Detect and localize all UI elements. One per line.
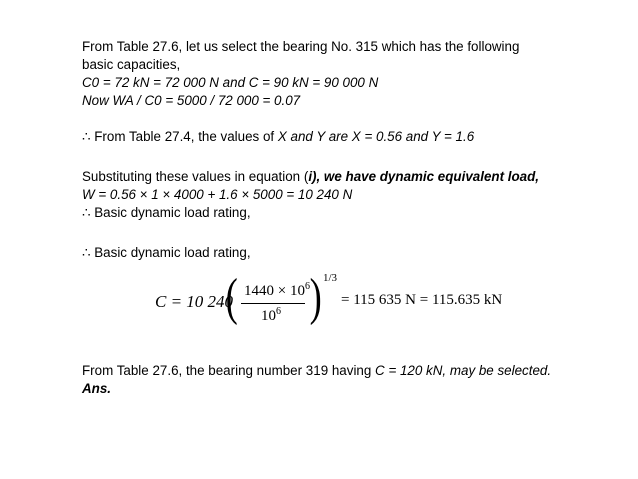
formula-rhs: = 115 635 N = 115.635 kN	[341, 292, 503, 308]
paragraph-xy-values	[82, 128, 474, 146]
capacities-line: C0 = 72 kN = 72 000 N and C = 90 kN = 90 000 N	[82, 75, 379, 90]
equivalent-load-line: W = 0.56 × 1 × 4000 + 1.6 × 5000 = 10 240 N	[82, 187, 353, 202]
text-line: ∴ Basic dynamic load rating,	[82, 245, 251, 260]
formula-left-paren: (	[225, 269, 238, 326]
conclusion-italic: C = 120 kN, may be selected.	[375, 363, 552, 378]
xy-values: X and Y are X = 0.56 and Y = 1.6	[277, 129, 475, 144]
formula-denominator	[261, 306, 281, 325]
fraction-bar	[241, 303, 305, 304]
formula-right-paren: )	[309, 269, 322, 326]
substitution-plain: Substituting these values in equation (	[82, 169, 309, 184]
conclusion-plain: From Table 27.6, the bearing number 319 having	[82, 363, 376, 378]
paragraph-conclusion	[82, 362, 551, 398]
paragraph-substitution	[82, 168, 539, 222]
load-rating-formula	[155, 269, 503, 334]
answer-label: Ans.	[82, 381, 112, 396]
text-line: From Table 27.6, let us select the bearing No. 315 which has the following	[82, 39, 520, 54]
denominator-base: 10	[261, 308, 276, 324]
numerator-base: 1440 × 10	[244, 283, 305, 299]
formula-lhs: C = 10 240	[155, 292, 234, 311]
substitution-line	[82, 168, 539, 186]
ratio-text: Now WA / C0 = 5000 / 72 000 = 0.07	[82, 93, 301, 108]
text-line: basic capacities,	[82, 57, 181, 72]
formula-outer-exponent: 1/3	[323, 272, 338, 284]
formula-numerator	[244, 281, 310, 300]
paragraph-bearing-selection	[82, 38, 519, 110]
ratio-line	[82, 92, 519, 110]
text-line: ∴ Basic dynamic load rating,	[82, 205, 251, 220]
paragraph-load-rating	[82, 244, 251, 262]
xy-prefix: ∴ From Table 27.4, the values of	[82, 129, 278, 144]
denominator-exponent: 6	[276, 306, 281, 317]
numerator-exponent: 6	[304, 281, 310, 292]
conclusion-line	[82, 362, 551, 380]
substitution-bold: i), we have dynamic equivalent load,	[308, 169, 540, 184]
